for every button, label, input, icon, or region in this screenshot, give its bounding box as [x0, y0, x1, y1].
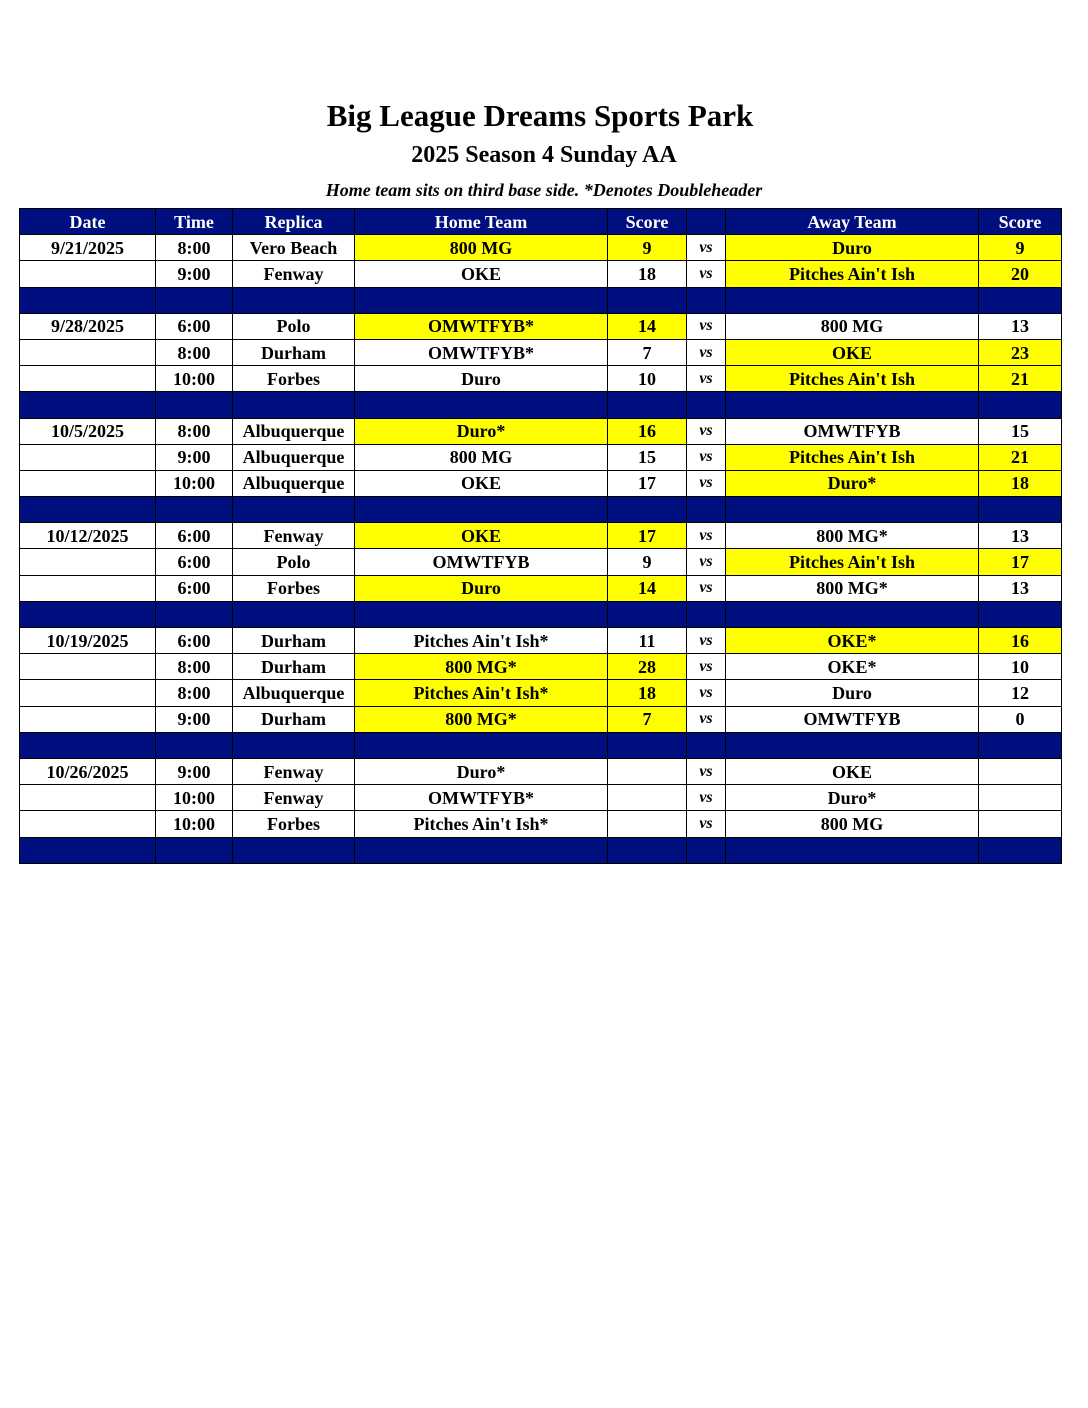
vs-cell: vs	[687, 628, 726, 654]
home-team-cell: 800 MG	[355, 235, 608, 261]
replica-cell: Polo	[233, 549, 355, 575]
date-cell	[20, 654, 156, 680]
replica-cell: Forbes	[233, 366, 355, 392]
spacer-cell	[979, 732, 1062, 758]
spacer-cell	[608, 287, 687, 313]
page-subtitle: 2025 Season 4 Sunday AA	[411, 142, 677, 168]
away-score-cell: 0	[979, 706, 1062, 732]
date-cell: 9/21/2025	[20, 235, 156, 261]
header-replica: Replica	[233, 209, 355, 235]
header-row	[20, 209, 1062, 235]
vs-cell: vs	[687, 339, 726, 365]
spacer-row	[20, 497, 1062, 523]
spacer-cell	[20, 601, 156, 627]
spacer-cell	[726, 392, 979, 418]
replica-cell: Durham	[233, 706, 355, 732]
home-score-cell: 14	[608, 575, 687, 601]
date-cell	[20, 549, 156, 575]
away-score-cell: 9	[979, 235, 1062, 261]
replica-cell: Albuquerque	[233, 680, 355, 706]
spacer-cell	[608, 732, 687, 758]
time-cell: 8:00	[156, 418, 233, 444]
time-cell: 10:00	[156, 785, 233, 811]
game-row	[20, 339, 1062, 365]
date-cell: 10/12/2025	[20, 523, 156, 549]
home-team-cell: 800 MG*	[355, 706, 608, 732]
date-cell	[20, 706, 156, 732]
game-row	[20, 549, 1062, 575]
game-row	[20, 785, 1062, 811]
away-team-cell: 800 MG	[726, 313, 979, 339]
home-score-cell	[608, 785, 687, 811]
replica-cell: Fenway	[233, 758, 355, 784]
away-score-cell: 10	[979, 654, 1062, 680]
away-score-cell	[979, 811, 1062, 837]
date-cell: 10/26/2025	[20, 758, 156, 784]
away-score-cell: 13	[979, 523, 1062, 549]
spacer-row	[20, 732, 1062, 758]
game-row	[20, 235, 1062, 261]
replica-cell: Fenway	[233, 261, 355, 287]
home-team-cell: OKE	[355, 523, 608, 549]
spacer-cell	[979, 601, 1062, 627]
away-team-cell: Pitches Ain't Ish	[726, 444, 979, 470]
away-team-cell: Duro	[726, 235, 979, 261]
game-row	[20, 811, 1062, 837]
replica-cell: Albuquerque	[233, 470, 355, 496]
game-row	[20, 444, 1062, 470]
away-team-cell: 800 MG	[726, 811, 979, 837]
game-row	[20, 366, 1062, 392]
spacer-cell	[156, 287, 233, 313]
home-score-cell: 11	[608, 628, 687, 654]
away-score-cell	[979, 758, 1062, 784]
home-team-cell: Duro*	[355, 418, 608, 444]
date-cell	[20, 575, 156, 601]
header-vs	[687, 209, 726, 235]
replica-cell: Fenway	[233, 785, 355, 811]
away-score-cell: 13	[979, 575, 1062, 601]
spacer-cell	[355, 497, 608, 523]
vs-cell: vs	[687, 758, 726, 784]
spacer-cell	[233, 732, 355, 758]
date-cell: 10/19/2025	[20, 628, 156, 654]
date-cell	[20, 366, 156, 392]
home-score-cell: 10	[608, 366, 687, 392]
header-away-team: Away Team	[726, 209, 979, 235]
home-team-cell: OMWTFYB	[355, 549, 608, 575]
home-score-cell: 18	[608, 680, 687, 706]
spacer-cell	[687, 732, 726, 758]
away-score-cell	[979, 785, 1062, 811]
spacer-cell	[156, 392, 233, 418]
time-cell: 10:00	[156, 470, 233, 496]
time-cell: 10:00	[156, 366, 233, 392]
time-cell: 8:00	[156, 680, 233, 706]
home-team-cell: OMWTFYB*	[355, 785, 608, 811]
home-team-cell: 800 MG	[355, 444, 608, 470]
vs-cell: vs	[687, 654, 726, 680]
time-cell: 6:00	[156, 523, 233, 549]
replica-cell: Albuquerque	[233, 418, 355, 444]
game-row	[20, 758, 1062, 784]
replica-cell: Durham	[233, 339, 355, 365]
spacer-cell	[20, 837, 156, 863]
vs-cell: vs	[687, 470, 726, 496]
date-cell: 9/28/2025	[20, 313, 156, 339]
date-cell	[20, 785, 156, 811]
spacer-cell	[726, 287, 979, 313]
date-cell: 10/5/2025	[20, 418, 156, 444]
away-score-cell: 13	[979, 313, 1062, 339]
home-team-cell: Pitches Ain't Ish*	[355, 811, 608, 837]
vs-cell: vs	[687, 549, 726, 575]
home-score-cell: 16	[608, 418, 687, 444]
spacer-cell	[355, 732, 608, 758]
game-row	[20, 418, 1062, 444]
spacer-row	[20, 837, 1062, 863]
date-cell	[20, 444, 156, 470]
away-score-cell: 20	[979, 261, 1062, 287]
time-cell: 9:00	[156, 261, 233, 287]
game-row	[20, 680, 1062, 706]
spacer-cell	[20, 732, 156, 758]
vs-cell: vs	[687, 706, 726, 732]
schedule-table	[19, 208, 1062, 864]
spacer-cell	[979, 497, 1062, 523]
page-note: Home team sits on third base side. *Denotes Doubleheader	[325, 180, 763, 200]
spacer-cell	[233, 497, 355, 523]
game-row	[20, 628, 1062, 654]
time-cell: 6:00	[156, 313, 233, 339]
game-row	[20, 706, 1062, 732]
spacer-cell	[726, 837, 979, 863]
away-team-cell: Duro*	[726, 785, 979, 811]
home-team-cell: Duro	[355, 575, 608, 601]
spacer-cell	[355, 287, 608, 313]
spacer-cell	[20, 287, 156, 313]
vs-cell: vs	[687, 575, 726, 601]
header-home-score: Score	[608, 209, 687, 235]
header-time: Time	[156, 209, 233, 235]
time-cell: 9:00	[156, 444, 233, 470]
home-score-cell: 9	[608, 235, 687, 261]
home-team-cell: OKE	[355, 470, 608, 496]
vs-cell: vs	[687, 785, 726, 811]
spacer-cell	[233, 287, 355, 313]
spacer-cell	[20, 392, 156, 418]
game-row	[20, 261, 1062, 287]
replica-cell: Durham	[233, 654, 355, 680]
away-team-cell: Duro	[726, 680, 979, 706]
vs-cell: vs	[687, 523, 726, 549]
away-team-cell: Pitches Ain't Ish	[726, 549, 979, 575]
spacer-cell	[979, 287, 1062, 313]
spacer-cell	[20, 497, 156, 523]
vs-cell: vs	[687, 680, 726, 706]
spacer-cell	[608, 837, 687, 863]
away-team-cell: OKE*	[726, 628, 979, 654]
replica-cell: Forbes	[233, 575, 355, 601]
away-team-cell: OKE	[726, 339, 979, 365]
away-team-cell: OKE	[726, 758, 979, 784]
home-team-cell: 800 MG*	[355, 654, 608, 680]
spacer-cell	[979, 392, 1062, 418]
home-score-cell: 14	[608, 313, 687, 339]
home-score-cell: 9	[608, 549, 687, 575]
away-score-cell: 21	[979, 444, 1062, 470]
header-home-team: Home Team	[355, 209, 608, 235]
header-away-score: Score	[979, 209, 1062, 235]
game-row	[20, 313, 1062, 339]
replica-cell: Albuquerque	[233, 444, 355, 470]
replica-cell: Forbes	[233, 811, 355, 837]
time-cell: 10:00	[156, 811, 233, 837]
home-score-cell: 7	[608, 706, 687, 732]
game-row	[20, 575, 1062, 601]
game-row	[20, 654, 1062, 680]
home-team-cell: OMWTFYB*	[355, 339, 608, 365]
date-cell	[20, 811, 156, 837]
replica-cell: Vero Beach	[233, 235, 355, 261]
spacer-cell	[687, 287, 726, 313]
spacer-cell	[608, 601, 687, 627]
date-cell	[20, 470, 156, 496]
away-team-cell: Pitches Ain't Ish	[726, 366, 979, 392]
away-team-cell: Pitches Ain't Ish	[726, 261, 979, 287]
vs-cell: vs	[687, 366, 726, 392]
vs-cell: vs	[687, 418, 726, 444]
home-team-cell: OMWTFYB*	[355, 313, 608, 339]
time-cell: 6:00	[156, 549, 233, 575]
home-team-cell: Pitches Ain't Ish*	[355, 628, 608, 654]
home-team-cell: Duro	[355, 366, 608, 392]
spacer-cell	[687, 392, 726, 418]
away-team-cell: 800 MG*	[726, 523, 979, 549]
away-score-cell: 12	[979, 680, 1062, 706]
away-team-cell: OMWTFYB	[726, 706, 979, 732]
home-team-cell: OKE	[355, 261, 608, 287]
vs-cell: vs	[687, 313, 726, 339]
spacer-cell	[726, 601, 979, 627]
time-cell: 8:00	[156, 235, 233, 261]
home-score-cell: 7	[608, 339, 687, 365]
home-score-cell	[608, 811, 687, 837]
away-team-cell: OMWTFYB	[726, 418, 979, 444]
home-score-cell: 18	[608, 261, 687, 287]
spacer-cell	[979, 837, 1062, 863]
home-score-cell: 17	[608, 523, 687, 549]
spacer-cell	[233, 601, 355, 627]
spacer-cell	[726, 732, 979, 758]
home-score-cell: 28	[608, 654, 687, 680]
spacer-cell	[233, 392, 355, 418]
spacer-cell	[608, 392, 687, 418]
game-row	[20, 523, 1062, 549]
vs-cell: vs	[687, 444, 726, 470]
replica-cell: Polo	[233, 313, 355, 339]
spacer-row	[20, 601, 1062, 627]
away-score-cell: 17	[979, 549, 1062, 575]
away-team-cell: 800 MG*	[726, 575, 979, 601]
spacer-cell	[687, 837, 726, 863]
spacer-cell	[355, 392, 608, 418]
spacer-row	[20, 287, 1062, 313]
spacer-cell	[726, 497, 979, 523]
spacer-cell	[156, 837, 233, 863]
away-team-cell: OKE*	[726, 654, 979, 680]
spacer-cell	[687, 497, 726, 523]
game-row	[20, 470, 1062, 496]
spacer-cell	[355, 837, 608, 863]
page-title: Big League Dreams Sports Park	[326, 98, 754, 133]
replica-cell: Durham	[233, 628, 355, 654]
schedule-body	[20, 235, 1062, 864]
away-score-cell: 15	[979, 418, 1062, 444]
away-score-cell: 21	[979, 366, 1062, 392]
time-cell: 9:00	[156, 706, 233, 732]
vs-cell: vs	[687, 235, 726, 261]
replica-cell: Fenway	[233, 523, 355, 549]
header-date: Date	[20, 209, 156, 235]
spacer-cell	[687, 601, 726, 627]
time-cell: 6:00	[156, 628, 233, 654]
home-score-cell: 17	[608, 470, 687, 496]
spacer-cell	[156, 601, 233, 627]
vs-cell: vs	[687, 261, 726, 287]
time-cell: 9:00	[156, 758, 233, 784]
home-score-cell: 15	[608, 444, 687, 470]
time-cell: 6:00	[156, 575, 233, 601]
time-cell: 8:00	[156, 654, 233, 680]
home-team-cell: Duro*	[355, 758, 608, 784]
date-cell	[20, 261, 156, 287]
away-score-cell: 18	[979, 470, 1062, 496]
spacer-row	[20, 392, 1062, 418]
away-score-cell: 23	[979, 339, 1062, 365]
home-score-cell	[608, 758, 687, 784]
home-team-cell: Pitches Ain't Ish*	[355, 680, 608, 706]
time-cell: 8:00	[156, 339, 233, 365]
away-team-cell: Duro*	[726, 470, 979, 496]
spacer-cell	[608, 497, 687, 523]
spacer-cell	[355, 601, 608, 627]
spacer-cell	[156, 732, 233, 758]
spacer-cell	[233, 837, 355, 863]
date-cell	[20, 680, 156, 706]
date-cell	[20, 339, 156, 365]
away-score-cell: 16	[979, 628, 1062, 654]
spacer-cell	[156, 497, 233, 523]
vs-cell: vs	[687, 811, 726, 837]
